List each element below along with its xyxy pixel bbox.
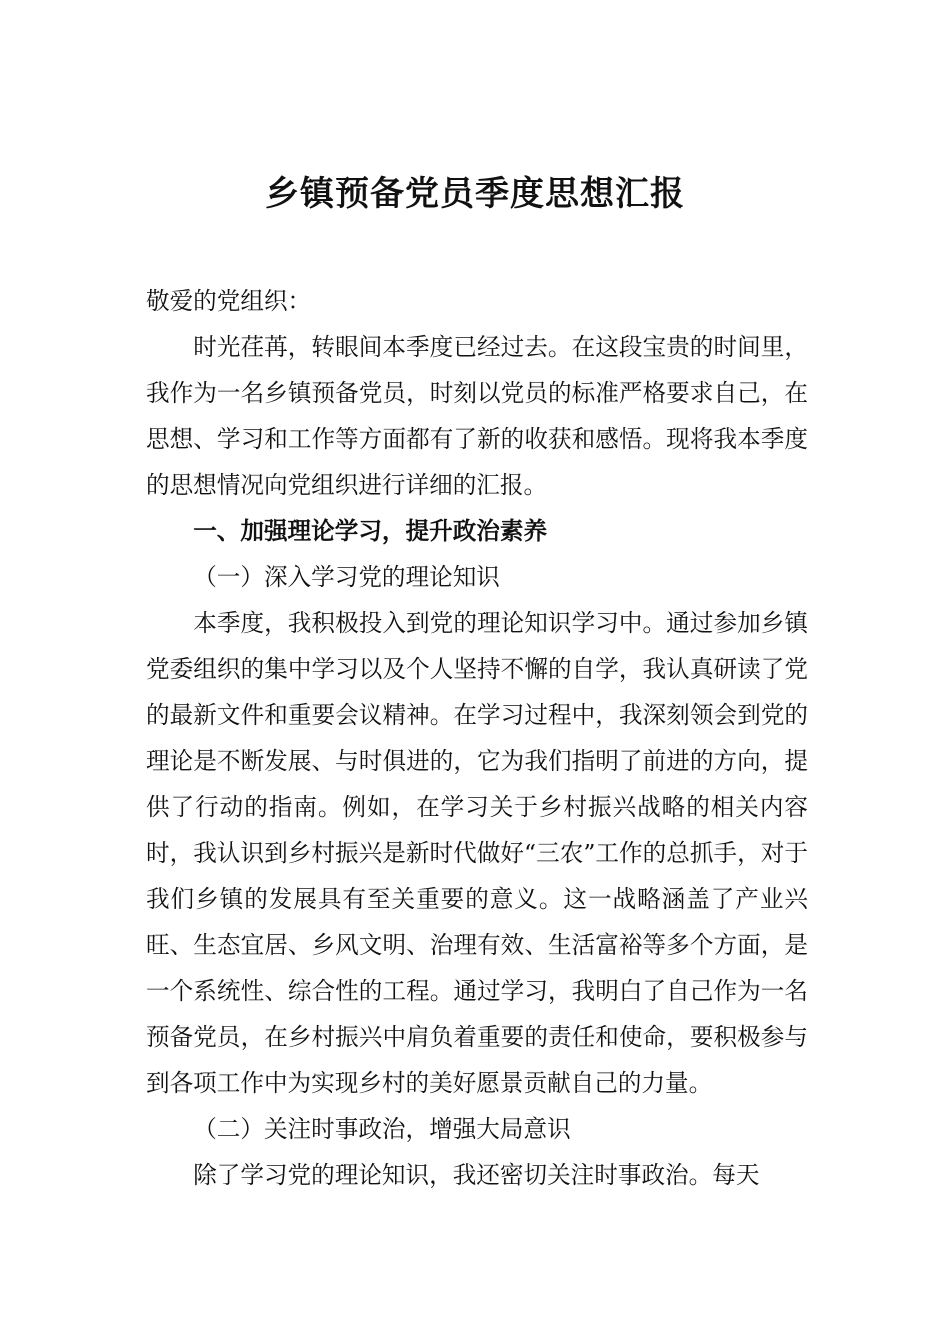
subsection-heading-2: （二）关注时事政治，增强大局意识	[193, 1115, 571, 1143]
subsection-2-paragraph: 除了学习党的理论知识，我还密切关注时事政治。每天	[193, 1161, 760, 1189]
document-body	[146, 278, 808, 1198]
subsection-1-paragraph: 本季度，我积极投入到党的理论知识学习中。通过参加乡镇党委组织的集中学习以及个人坚持不懈的自学，我认真研读了党的最新文件和重要会议精神。在学习过程中，我深刻领会到党的理论是不断发展、与时俱进的，它为我们指明了前进的方向，提供了行动的指南。例如，在学习关于乡村振兴战略的相关内容时，我认识到乡村振兴是新时代做好“三农”工作的总抓手，对于我们乡镇的发展具有至关重要的意义。这一战略涵盖了产业兴旺、生态宜居、乡风文明、治理有效、生活富裕等多个方面，是一个系统性、综合性的工程。通过学习，我明白了自己作为一名预备党员，在乡村振兴中肩负着重要的责任和使命，要积极参与到各项工作中为实现乡村的美好愿景贡献自己的力量。	[146, 609, 808, 1097]
intro-paragraph: 时光荏苒，转眼间本季度已经过去。在这段宝贵的时间里，我作为一名乡镇预备党员，时刻以党员的标准严格要求自己，在思想、学习和工作等方面都有了新的收获和感悟。现将我本季度的思想情况向党组织进行详细的汇报。	[146, 333, 808, 499]
subsection-heading-1: （一）深入学习党的理论知识	[193, 563, 500, 591]
document-title: 乡镇预备党员季度思想汇报	[265, 174, 685, 214]
section-heading-1: 一、加强理论学习，提升政治素养	[193, 517, 548, 545]
salutation: 敬爱的党组织：	[146, 287, 312, 315]
